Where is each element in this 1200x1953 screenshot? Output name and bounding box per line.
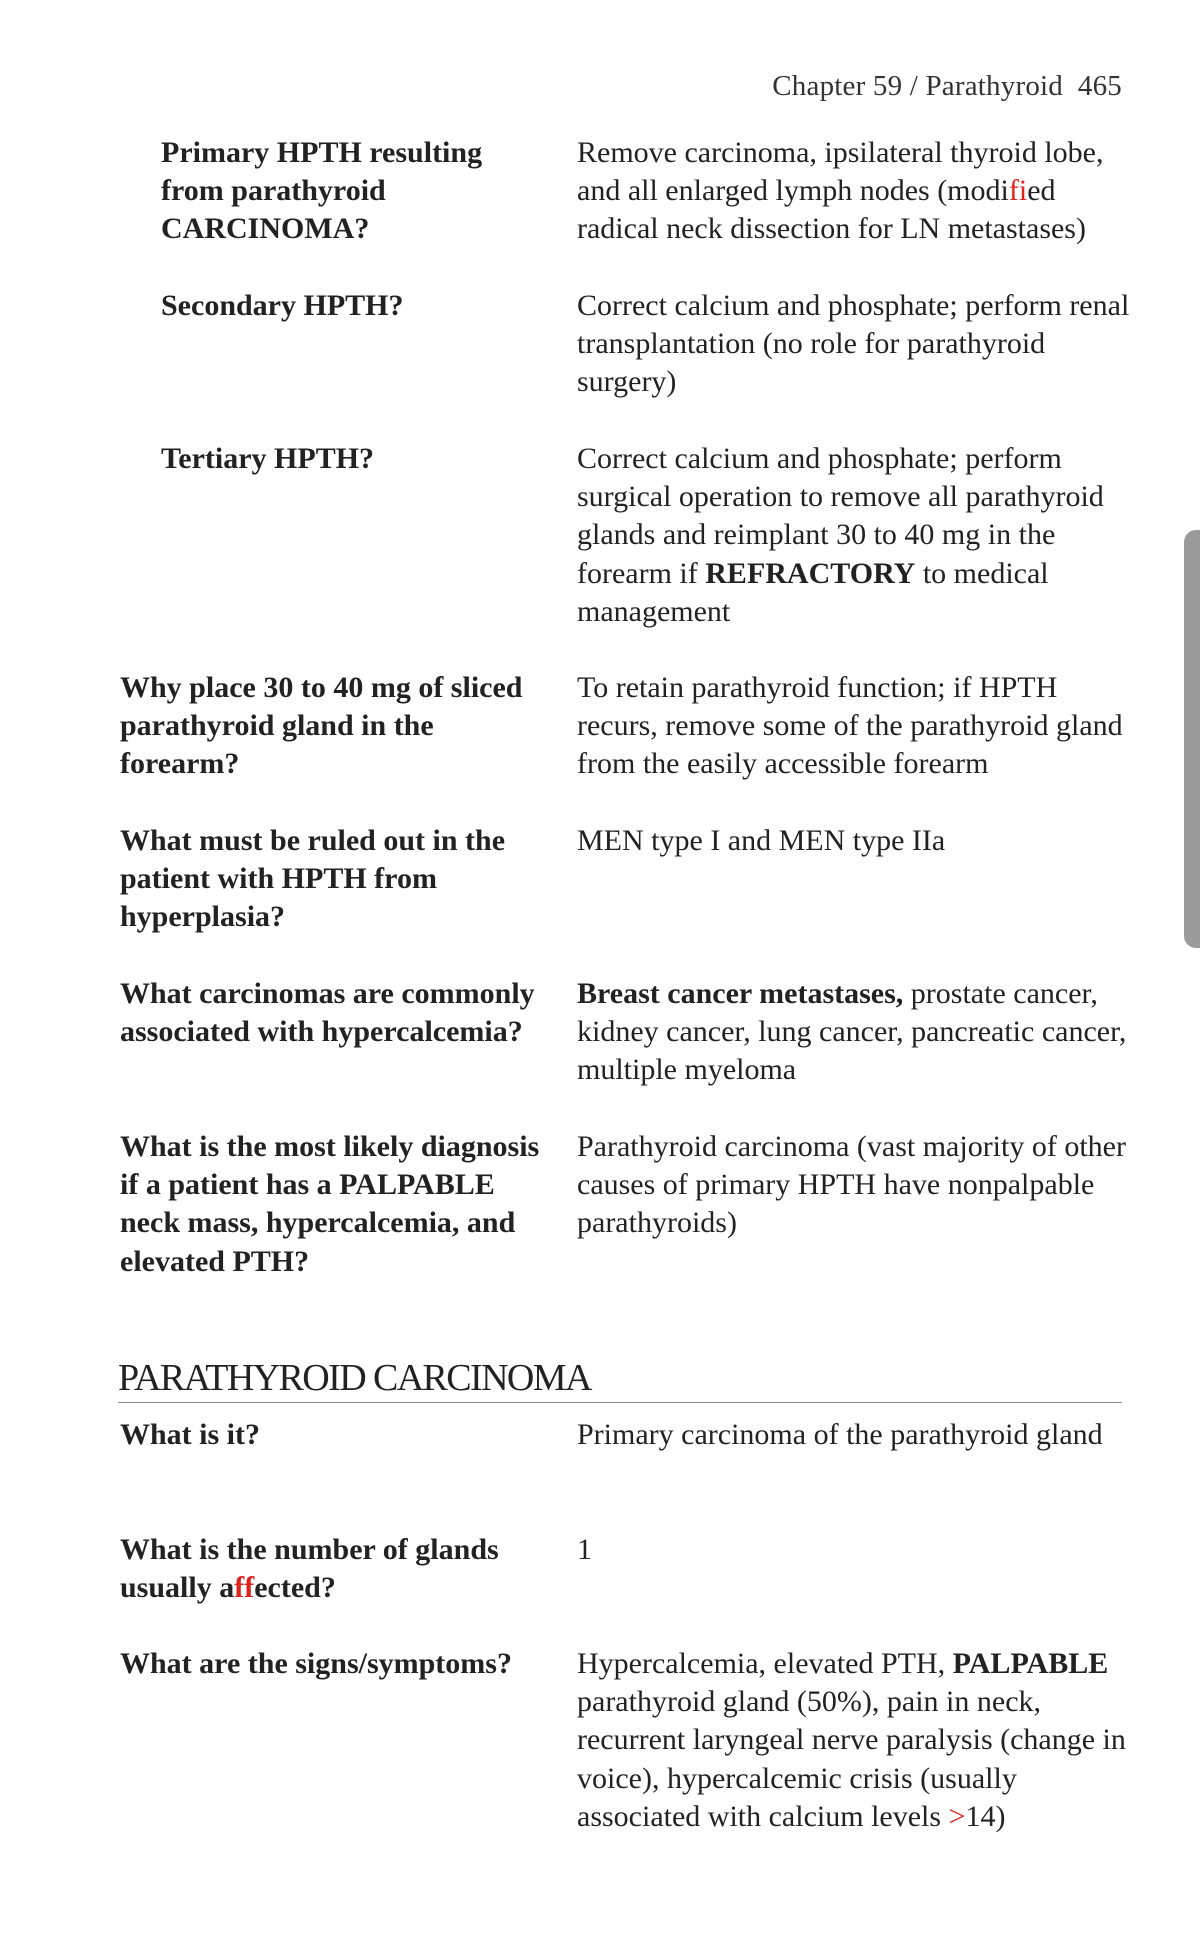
question: What is the number of glands usually affected? [120,1533,499,1605]
answer: MEN type I and MEN type IIa [577,824,946,857]
question: Tertiary HPTH? [161,442,375,475]
running-header [772,70,1122,103]
answer: Remove carcinoma, ipsilateral thyroid lobe, and all enlarged lymph nodes (modified radical neck dissection for LN metastases) [577,136,1104,246]
answer: Correct calcium and phosphate; perform renal transplantation (no role for parathyroid surgery) [577,289,1130,399]
answer: 1 [577,1533,592,1566]
thumb-index-tab [1184,530,1200,948]
question: What is it? [120,1418,261,1451]
question: What carcinomas are commonly associated with hypercalcemia? [120,977,535,1049]
question: What are the signs/symptoms? [120,1647,512,1680]
answer: Breast cancer metastases, prostate cancer, kidney cancer, lung cancer, pancreatic cancer, multiple myeloma [577,977,1127,1087]
answer: Parathyroid carcinoma (vast majority of other causes of primary HPTH have nonpalpable parathyroids) [577,1130,1126,1240]
answer: To retain parathyroid function; if HPTH recurs, remove some of the parathyroid gland from the easily accessible forearm [577,671,1123,781]
question: Why place 30 to 40 mg of sliced parathyroid gland in the forearm? [120,671,523,781]
answer: Correct calcium and phosphate; perform surgical operation to remove all parathyroid glands and reimplant 30 to 40 mg in the forearm if REFRACTORY to medical management [577,442,1104,628]
page-number: 465 [1077,70,1122,102]
chapter-title: Chapter 59 / Parathyroid [772,70,1063,102]
section-heading: PARATHYROID CARCINOMA [118,1356,1122,1403]
question: What is the most likely diagnosis if a patient has a PALPABLE neck mass, hypercalcemia, and elevated PTH? [120,1130,540,1278]
answer: Primary carcinoma of the parathyroid gland [577,1418,1103,1451]
question: Primary HPTH resulting from parathyroid CARCINOMA? [161,136,483,246]
question: What must be ruled out in the patient with HPTH from hyperplasia? [120,824,506,934]
answer: Hypercalcemia, elevated PTH, PALPABLE parathyroid gland (50%), pain in neck, recurrent laryngeal nerve paralysis (change in voice), hypercalcemic crisis (usually associated with calcium levels >14) [577,1647,1126,1833]
question: Secondary HPTH? [161,289,404,322]
